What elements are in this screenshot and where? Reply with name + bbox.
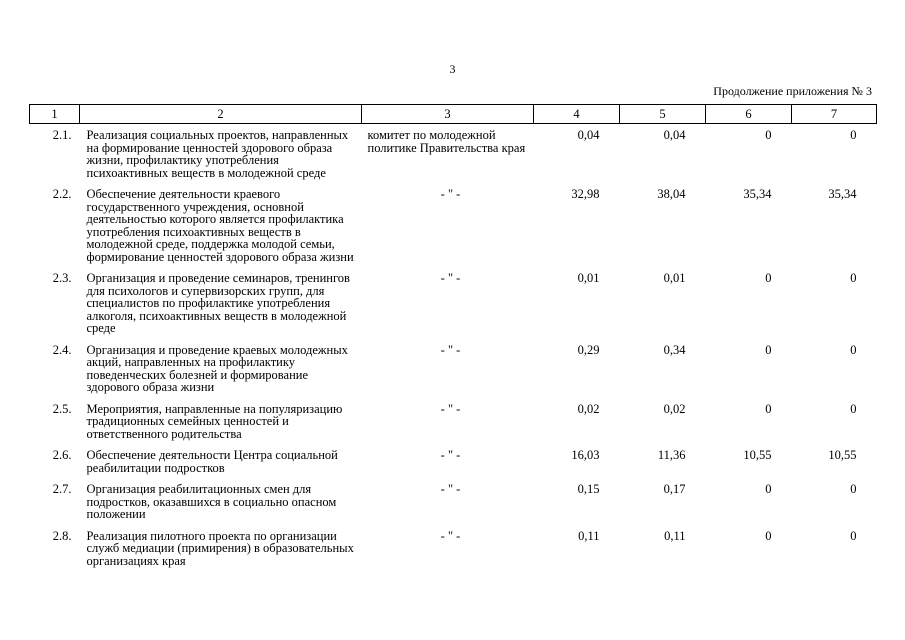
row-value-col6: 0: [765, 482, 772, 496]
row-value-col7: 0: [850, 342, 857, 357]
row-number: 2.6.: [52, 448, 72, 462]
row-description: Обеспечение деятельности Центра социальной реабилитации подростков: [86, 448, 338, 475]
table-row: [30, 525, 877, 572]
header-cell: 4: [534, 105, 620, 124]
row-value-col7: 0: [850, 401, 857, 416]
header-cell: 5: [620, 105, 706, 124]
row-executor: комитет по молодежной политике Правительства края: [367, 128, 526, 155]
row-description: Организация реабилитационных смен для подростков, оказавшихся в социально опасном положении: [86, 482, 337, 521]
table-row: [30, 183, 877, 267]
row-value-col4: 0,29: [577, 342, 600, 357]
header-cell: 6: [706, 105, 792, 124]
row-value-col4: 0,11: [578, 528, 600, 543]
row-value-col7: 10,55: [828, 448, 857, 462]
row-description: Обеспечение деятельности краевого государственного учреждения, основной деятельностью которого является профилактика употребления психоактивных веществ в молодежной среде, поддержка молодой семьи, формирование ценностей здорового образа жизни: [86, 187, 354, 264]
row-executor: - " -: [440, 448, 461, 462]
header-cell: 1: [30, 105, 80, 124]
row-value-col7: 0: [850, 482, 857, 496]
row-number: 2.3.: [52, 271, 72, 285]
row-value-col4: 0,01: [577, 271, 600, 285]
row-number: 2.8.: [52, 528, 72, 543]
row-value-col5: 0,17: [663, 482, 686, 496]
row-executor: - " -: [440, 187, 461, 201]
row-number: 2.4.: [52, 342, 72, 357]
row-number: 2.2.: [52, 187, 72, 201]
row-value-col6: 0: [765, 128, 772, 142]
row-value-col7: 0: [850, 128, 857, 142]
row-value-col5: 11,36: [657, 448, 686, 462]
row-value-col7: 35,34: [828, 187, 857, 201]
header-row: [30, 105, 877, 124]
row-number: 2.5.: [52, 401, 72, 416]
table-row: [30, 124, 877, 184]
row-value-col6: 10,55: [743, 448, 772, 462]
row-value-col4: 32,98: [571, 187, 600, 201]
program-table: [29, 104, 877, 571]
row-description: Организация и проведение семинаров, тренингов для психологов и супервизорских групп, для специалистов по профилактике употребления алкоголя, психоактивных веществ в молодежной среде: [86, 271, 350, 335]
row-number: 2.7.: [52, 482, 72, 496]
page-number: 3: [449, 62, 456, 76]
row-description: Организация и проведение краевых молодежных акций, направленных на профилактику поведенческих болезней и формирование здорового образа жизни: [86, 342, 348, 394]
row-value-col7: 0: [850, 528, 857, 543]
row-value-col7: 0: [850, 271, 857, 285]
table-row: [30, 444, 877, 478]
row-value-col5: 0,01: [663, 271, 686, 285]
row-value-col6: 0: [765, 401, 772, 416]
row-executor: - " -: [440, 528, 461, 543]
table-row: [30, 267, 877, 339]
row-executor: - " -: [440, 482, 461, 496]
continuation-note: Продолжение приложения № 3: [713, 84, 872, 98]
row-value-col5: 0,34: [663, 342, 686, 357]
row-value-col4: 0,15: [577, 482, 600, 496]
row-value-col6: 0: [765, 271, 772, 285]
row-value-col5: 0,02: [663, 401, 686, 416]
header-cell: 2: [80, 105, 362, 124]
table-row: [30, 339, 877, 398]
row-executor: - " -: [440, 271, 461, 285]
row-value-col6: 0: [765, 528, 772, 543]
row-executor: - " -: [440, 401, 461, 416]
header-cell: 3: [362, 105, 534, 124]
row-value-col5: 0,11: [664, 528, 686, 543]
row-value-col4: 16,03: [571, 448, 600, 462]
row-value-col4: 0,02: [577, 401, 600, 416]
table-row: [30, 478, 877, 525]
row-value-col5: 38,04: [657, 187, 686, 201]
row-description: Реализация социальных проектов, направленных на формирование ценностей здорового образа жизни, профилактику употребления психоактивных веществ в молодежной среде: [86, 128, 349, 180]
table-row: [30, 398, 877, 445]
row-value-col5: 0,04: [663, 128, 686, 142]
row-description: Реализация пилотного проекта по организации служб медиации (примирения) в образовательных организациях края: [86, 528, 354, 568]
row-number: 2.1.: [52, 128, 72, 142]
header-cell: 7: [792, 105, 877, 124]
row-value-col6: 35,34: [743, 187, 772, 201]
row-description: Мероприятия, направленные на популяризацию традиционных семейных ценностей и ответственного родительства: [86, 401, 343, 441]
row-value-col6: 0: [765, 342, 772, 357]
row-executor: - " -: [440, 342, 461, 357]
row-value-col4: 0,04: [577, 128, 600, 142]
